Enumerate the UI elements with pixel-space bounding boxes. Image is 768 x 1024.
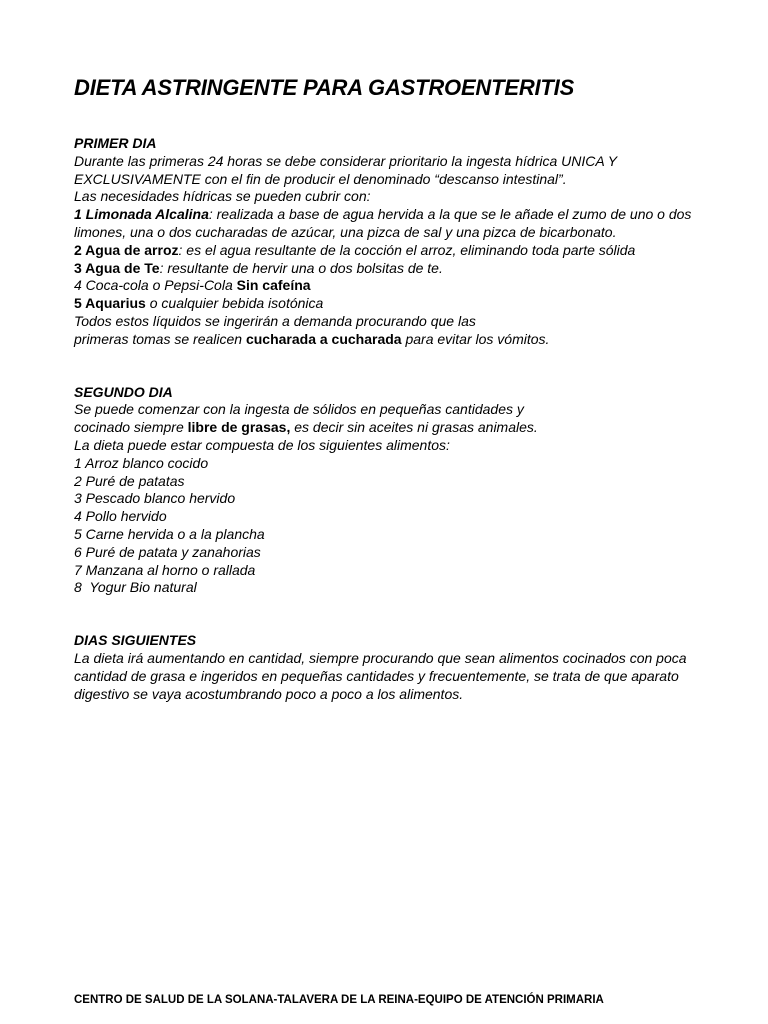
list-item-limonada bbox=[74, 206, 714, 242]
segundo-dia-line-3: La dieta puede estar compuesta de los siguientes alimentos: bbox=[74, 436, 450, 453]
food-list-item: 7 Manzana al horno o rallada bbox=[74, 561, 256, 578]
document-page bbox=[74, 70, 714, 703]
closing-text: primeras tomas se realicen bbox=[74, 330, 246, 347]
line-text: cocinado siempre bbox=[74, 419, 188, 436]
section-heading-primer-dia: PRIMER DIA bbox=[74, 135, 157, 151]
item-label: 1 Limonada Alcalina bbox=[74, 206, 209, 223]
primer-dia-closing-line-2 bbox=[74, 331, 714, 349]
item-text: : resultante de hervir una o dos bolsitas de te. bbox=[159, 259, 443, 276]
footer-text: CENTRO DE SALUD DE LA SOLANA-TALAVERA DE LA REINA-EQUIPO DE ATENCIÓN PRIMARIA bbox=[74, 994, 604, 1006]
food-list-item: 3 Pescado blanco hervido bbox=[74, 490, 236, 507]
primer-dia-intro: Durante las primeras 24 horas se debe considerar prioritario la ingesta hídrica UNICA Y EXCLUSIVAMENTE con el fin de producir el denominado “descanso intestinal”. bbox=[74, 152, 617, 187]
item-text: o cualquier bebida isotónica bbox=[145, 295, 324, 312]
food-list-item: 1 Arroz blanco cocido bbox=[74, 454, 209, 471]
item-text: 4 Coca-cola o Pepsi-Cola bbox=[74, 277, 237, 294]
list-item-coca-cola bbox=[74, 277, 714, 295]
item-text: : es el agua resultante de la cocción el arroz, eliminando toda parte sólida bbox=[178, 241, 636, 258]
segundo-dia-line-2 bbox=[74, 419, 714, 437]
primer-dia-closing-line-1: Todos estos líquidos se ingerirán a demanda procurando que las bbox=[74, 312, 476, 329]
section-heading-dias-siguientes: DIAS SIGUIENTES bbox=[74, 632, 197, 649]
section-primer-dia bbox=[74, 135, 714, 349]
list-item-agua-arroz bbox=[74, 242, 714, 260]
list-item-agua-te bbox=[74, 260, 714, 278]
segundo-dia-line-1: Se puede comenzar con la ingesta de sólidos en pequeñas cantidades y bbox=[74, 401, 524, 418]
food-list-item: 4 Pollo hervido bbox=[74, 508, 167, 525]
food-list-item: 6 Puré de patata y zanahorias bbox=[74, 543, 261, 560]
item-label: 5 Aquarius bbox=[74, 295, 146, 312]
item-bold: Sin cafeína bbox=[236, 277, 311, 294]
closing-bold: cucharada a cucharada bbox=[245, 330, 402, 347]
dias-siguientes-text: La dieta irá aumentando en cantidad, siempre procurando que sean alimentos cocinados con poca cantidad de grasa e ingeridos en pequeñas cantidades y frecuentemente, se trata de que aparato digestivo se vaya acostumbrando poco a poco a los alimentos. bbox=[74, 649, 687, 702]
section-dias-siguientes bbox=[74, 632, 714, 703]
section-segundo-dia bbox=[74, 384, 714, 598]
food-list-item: 5 Carne hervida o a la plancha bbox=[74, 525, 265, 542]
food-list-item: 2 Puré de patatas bbox=[74, 472, 185, 489]
primer-dia-needs: Las necesidades hídricas se pueden cubrir con: bbox=[74, 188, 371, 205]
list-item-aquarius bbox=[74, 295, 714, 313]
section-heading-segundo-dia: SEGUNDO DIA bbox=[74, 383, 173, 400]
item-label: 2 Agua de arroz bbox=[74, 241, 179, 258]
closing-text-end: para evitar los vómitos. bbox=[401, 330, 550, 347]
document-title: DIETA ASTRINGENTE PARA GASTROENTERITIS bbox=[74, 75, 575, 100]
food-list-item: 8 Yogur Bio natural bbox=[74, 579, 197, 596]
line-bold: libre de grasas, bbox=[187, 419, 291, 436]
line-text-end: es decir sin aceites ni grasas animales. bbox=[290, 419, 538, 436]
item-label: 3 Agua de Te bbox=[74, 259, 160, 276]
item-text: : realizada a base de agua hervida a la que se le añade el zumo de uno o dos limones, una o dos cucharadas de azúcar, una pizca de sal y una pizca de bicarbonato. bbox=[74, 206, 692, 240]
